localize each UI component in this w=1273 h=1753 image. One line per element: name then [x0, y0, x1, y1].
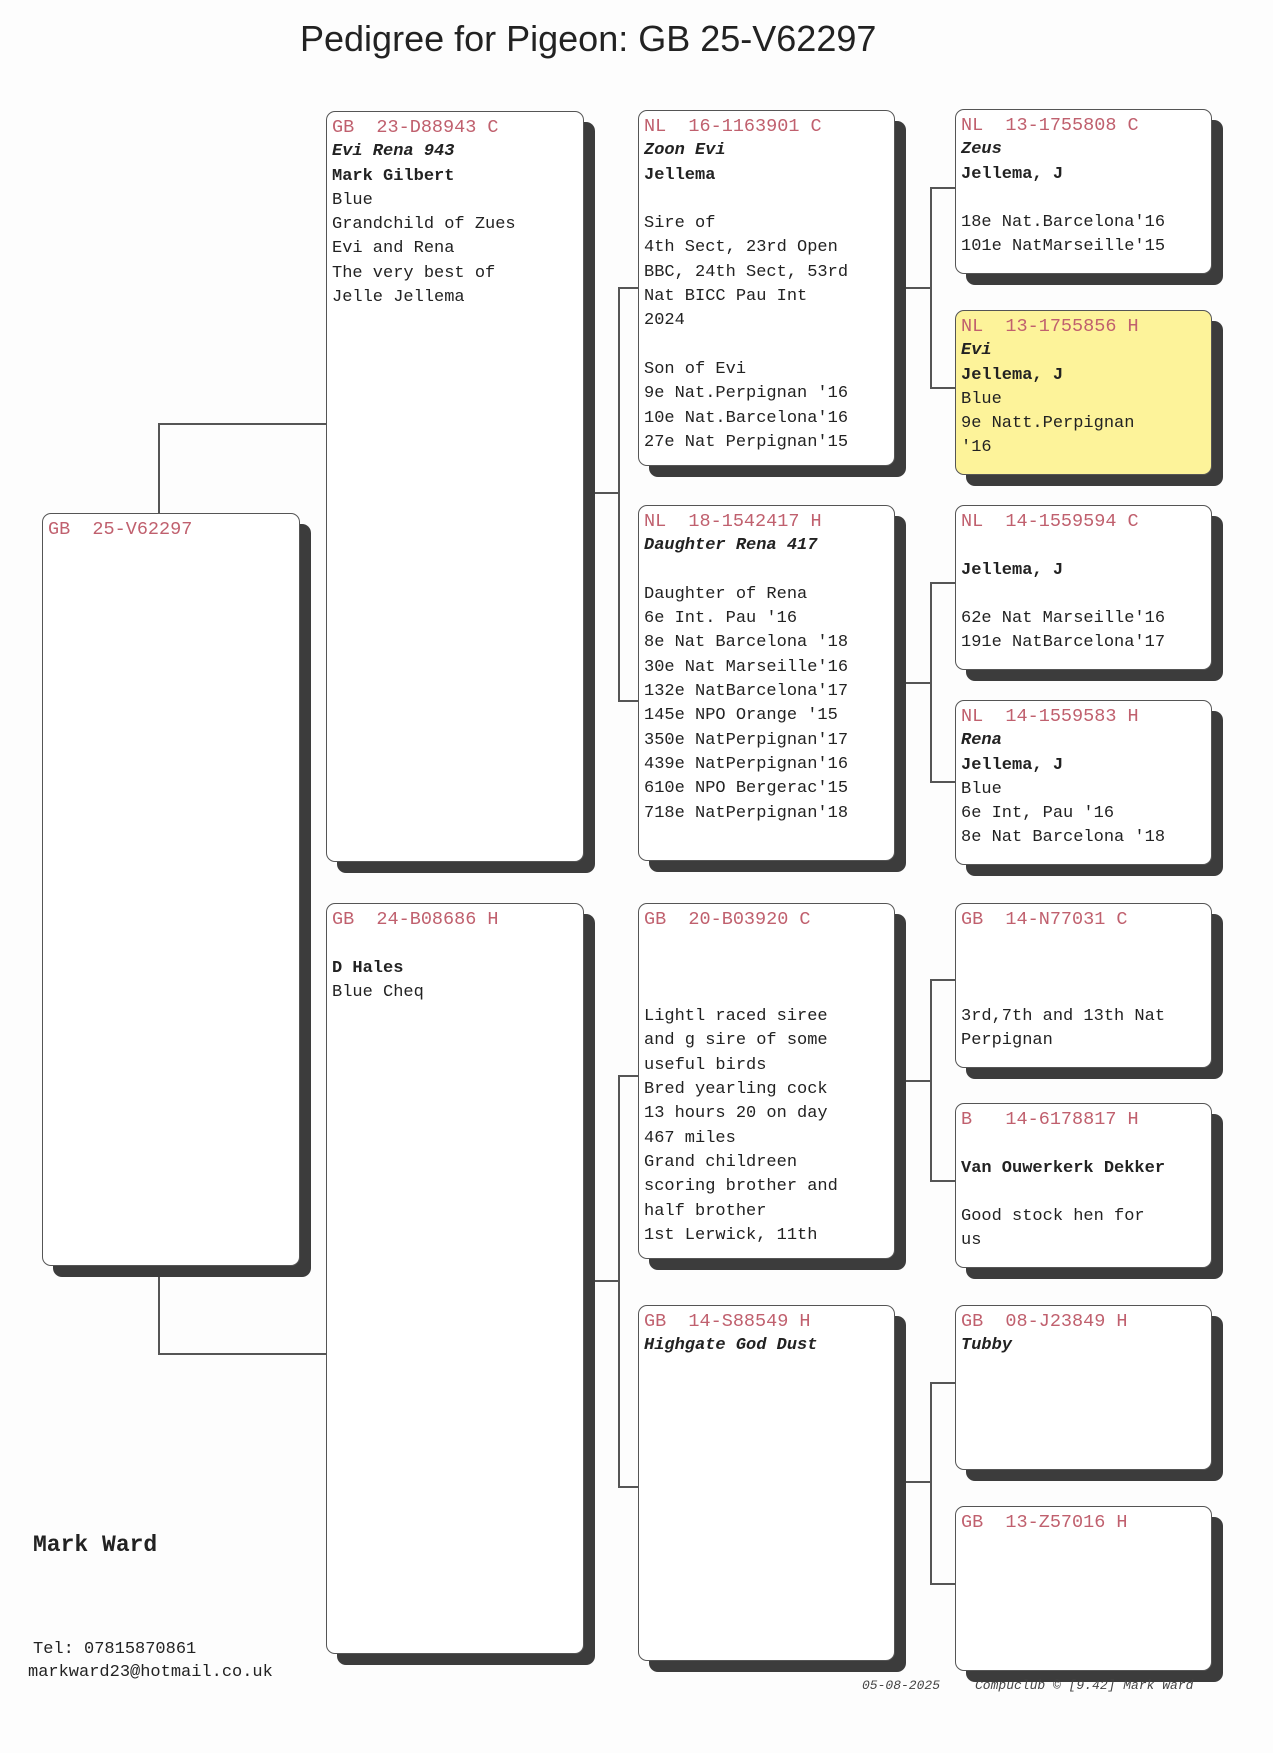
connector [901, 682, 931, 684]
connector [618, 1486, 638, 1488]
note-line: Bred yearling cock [644, 1080, 828, 1100]
note-line: Good stock hen for [961, 1207, 1145, 1227]
pigeon-card-dds[interactable] [955, 1305, 1212, 1470]
connector [930, 1382, 932, 1583]
connector [618, 287, 638, 289]
pigeon-card-subject[interactable] [42, 513, 300, 1266]
breeder-phone: Tel: 07815870861 [33, 1640, 197, 1659]
blank-line [961, 1181, 1211, 1205]
connector [901, 1481, 931, 1483]
breeder-name: Mark Ward [33, 1532, 158, 1558]
ring-number: GB 24-B08686 H [332, 909, 499, 930]
note-line: The very best of [332, 263, 496, 283]
connector [901, 287, 931, 289]
color: Blue [961, 389, 1002, 409]
note-line: '16 [961, 438, 992, 458]
ring-number: GB 14-S88549 H [644, 1311, 811, 1332]
pigeon-name: Zoon Evi [644, 141, 726, 161]
note-line: Evi and Rena [332, 239, 455, 259]
blank-line [644, 188, 894, 212]
color: Blue Cheq [332, 982, 424, 1002]
connector [618, 700, 638, 702]
connector [930, 387, 955, 389]
blank-line [961, 1132, 1211, 1156]
note-line: BBC, 24th Sect, 53rd [644, 262, 849, 282]
ring-number: GB 23-D88943 C [332, 117, 499, 138]
note-line: Jelle Jellema [332, 288, 465, 308]
owner-name: Jellema, J [961, 755, 1064, 775]
note-line: scoring brother and [644, 1177, 838, 1197]
note-line: 6e Int. Pau '16 [644, 609, 798, 629]
blank-line [644, 559, 894, 583]
page-title: Pedigree for Pigeon: GB 25-V62297 [300, 18, 877, 59]
note-line: 8e Nat Barcelona '18 [644, 633, 849, 653]
note-line: Perpignan [961, 1031, 1053, 1051]
pigeon-name: Daughter Rena 417 [644, 536, 818, 556]
note-line: 467 miles [644, 1128, 736, 1148]
connector [930, 187, 955, 189]
pigeon-card-ssd[interactable] [955, 310, 1212, 475]
owner-name: D Hales [332, 958, 404, 978]
connector [618, 1075, 620, 1486]
connector [582, 492, 619, 494]
ring-number: GB 25-V62297 [48, 519, 193, 540]
connector [158, 423, 326, 425]
ring-number: B 14-6178817 H [961, 1109, 1139, 1130]
connector [618, 1075, 638, 1077]
footer-date: 05-08-2025 [862, 1678, 941, 1693]
connector [930, 979, 955, 981]
owner-name: Jellema, J [961, 164, 1064, 184]
blank-line [644, 981, 894, 1005]
note-line: 6e Int, Pau '16 [961, 804, 1115, 824]
note-line: Lightl raced siree [644, 1007, 828, 1027]
breeder-email[interactable]: markward23@hotmail.co.uk [28, 1663, 273, 1682]
ring-number: NL 18-1542417 H [644, 511, 822, 532]
note-line: Daughter of Rena [644, 584, 808, 604]
ring-number: GB 14-N77031 C [961, 909, 1128, 930]
note-line: Grand childreen [644, 1152, 798, 1172]
note-line: 439e NatPerpignan'16 [644, 754, 849, 774]
blank-line [332, 932, 583, 956]
pigeon-name: Tubby [961, 1336, 1013, 1356]
blank-line [644, 957, 894, 981]
color: Blue [961, 779, 1002, 799]
ring-number: NL 14-1559594 C [961, 511, 1139, 532]
note-line: useful birds [644, 1055, 767, 1075]
blank-line [961, 932, 1211, 956]
note-line: 718e NatPerpignan'18 [644, 803, 849, 823]
note-line: us [961, 1231, 982, 1251]
pigeon-name: Highgate God Dust [644, 1336, 818, 1356]
pigeon-card-sds[interactable] [955, 505, 1212, 670]
blank-line [644, 334, 894, 358]
pigeon-name: Zeus [961, 140, 1002, 160]
connector [930, 1382, 955, 1384]
pigeon-name: Evi Rena 943 [332, 142, 455, 162]
note-line: 10e Nat.Barcelona'16 [644, 408, 849, 428]
blank-line [961, 957, 1211, 981]
note-line: 145e NPO Orange '15 [644, 706, 838, 726]
blank-line [961, 981, 1211, 1005]
note-line: 4th Sect, 23rd Open [644, 238, 838, 258]
color: Blue [332, 190, 373, 210]
note-line: 13 hours 20 on day [644, 1104, 828, 1124]
connector [930, 1583, 955, 1585]
note-line: half brother [644, 1201, 767, 1221]
blank-line [961, 583, 1211, 607]
pigeon-card-sss[interactable] [955, 109, 1212, 274]
ring-number: GB 20-B03920 C [644, 909, 811, 930]
pigeon-card-dsd[interactable] [955, 1103, 1212, 1268]
pigeon-card-sire[interactable] [326, 111, 584, 862]
ring-number: NL 14-1559583 H [961, 706, 1139, 727]
note-line: 18e Nat.Barcelona'16 [961, 213, 1166, 233]
connector [930, 781, 955, 783]
note-line: Grandchild of Zues [332, 215, 516, 235]
note-line: Sire of [644, 214, 716, 234]
note-line: 30e Nat Marseille'16 [644, 657, 849, 677]
note-line: 101e NatMarseille'15 [961, 237, 1166, 257]
pigeon-card-dam-dam[interactable] [638, 1305, 895, 1661]
footer-credit: Compuclub © [9.42] Mark Ward [975, 1678, 1194, 1693]
note-line: 191e NatBarcelona'17 [961, 633, 1166, 653]
ring-number: GB 13-Z57016 H [961, 1512, 1128, 1533]
pigeon-card-dam[interactable] [326, 903, 584, 1654]
connector [158, 1262, 160, 1354]
note-line: 2024 [644, 311, 685, 331]
ring-number: GB 08-J23849 H [961, 1311, 1128, 1332]
note-line: Nat BICC Pau Int [644, 287, 808, 307]
owner-name: Jellema, J [961, 560, 1064, 580]
pigeon-name: Rena [961, 731, 1002, 751]
connector [901, 1080, 931, 1082]
note-line: 9e Nat.Perpignan '16 [644, 384, 849, 404]
pigeon-card-sdd[interactable] [955, 700, 1212, 865]
blank-line [644, 932, 894, 956]
connector [930, 979, 932, 1180]
note-line: 610e NPO Bergerac'15 [644, 779, 849, 799]
note-line: 62e Nat Marseille'16 [961, 609, 1166, 629]
connector [930, 582, 932, 782]
note-line: and g sire of some [644, 1031, 828, 1051]
ring-number: NL 13-1755808 C [961, 115, 1139, 136]
note-line: 9e Natt.Perpignan [961, 414, 1135, 434]
owner-name: Jellema [644, 165, 716, 185]
connector [930, 582, 955, 584]
blank-line [961, 534, 1211, 558]
connector [930, 1180, 955, 1182]
pigeon-card-sire-sire[interactable] [638, 110, 895, 466]
owner-name: Van Ouwerkerk Dekker [961, 1158, 1166, 1178]
connector [618, 287, 620, 700]
ring-number: NL 13-1755856 H [961, 316, 1139, 337]
note-line: 27e Nat Perpignan'15 [644, 432, 849, 452]
owner-name: Jellema, J [961, 365, 1064, 385]
blank-line [961, 187, 1211, 211]
pigeon-card-ddd[interactable] [955, 1506, 1212, 1671]
pigeon-card-dam-sire[interactable] [638, 903, 895, 1259]
pigeon-name: Evi [961, 341, 992, 361]
note-line: 8e Nat Barcelona '18 [961, 828, 1166, 848]
note-line: 132e NatBarcelona'17 [644, 682, 849, 702]
pigeon-card-sire-dam[interactable] [638, 505, 895, 861]
note-line: 3rd,7th and 13th Nat [961, 1007, 1166, 1027]
ring-number: NL 16-1163901 C [644, 116, 822, 137]
owner-name: Mark Gilbert [332, 166, 455, 186]
pigeon-card-dss[interactable] [955, 903, 1212, 1068]
connector [582, 1280, 619, 1282]
note-line: Son of Evi [644, 359, 747, 379]
note-line: 1st Lerwick, 11th [644, 1225, 818, 1245]
note-line: 350e NatPerpignan'17 [644, 730, 849, 750]
connector [930, 187, 932, 388]
connector [158, 423, 160, 513]
connector [158, 1353, 326, 1355]
